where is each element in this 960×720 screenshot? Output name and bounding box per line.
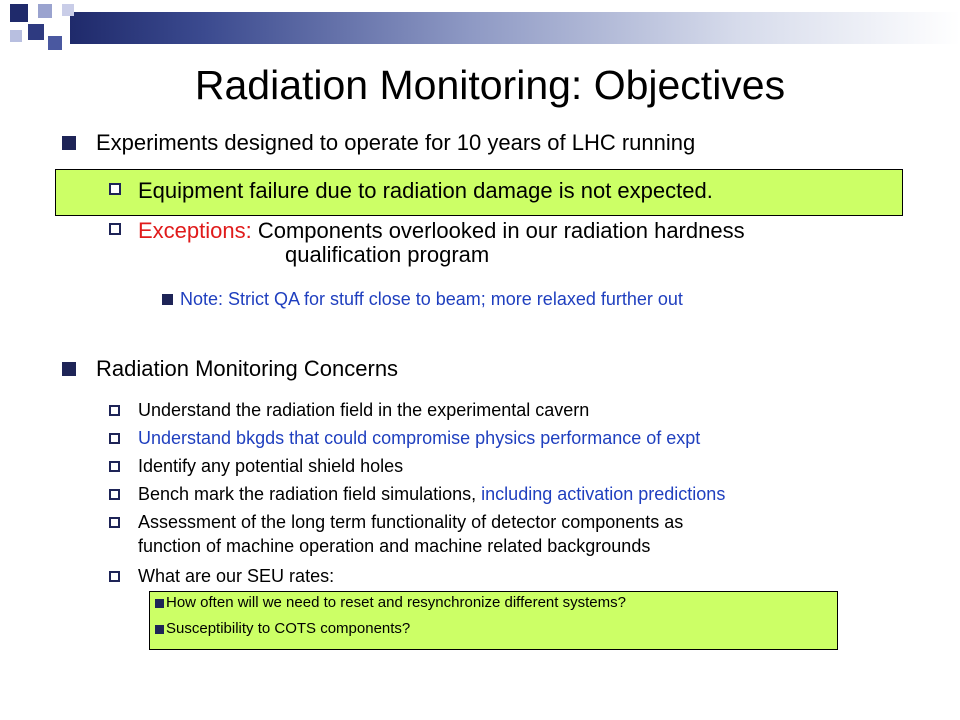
- sub-exceptions: [138, 218, 745, 244]
- logo-square-1: [10, 4, 28, 22]
- note-line: Note: Strict QA for stuff close to beam; more relaxed further out: [180, 289, 683, 309]
- bullet-square-icon: [62, 362, 76, 376]
- header-gradient-bar: [70, 12, 960, 44]
- concern-1: Understand the radiation field in the experimental cavern: [138, 400, 590, 420]
- bullet-square-icon: [155, 599, 164, 608]
- sub-equipment-failure: Equipment failure due to radiation damage is not expected.: [138, 178, 713, 203]
- concern-5-cont: function of machine operation and machine related backgrounds: [138, 536, 651, 556]
- seu-item-2: Susceptibility to COTS components?: [166, 620, 411, 637]
- concern-6: What are our SEU rates:: [138, 566, 335, 586]
- bullet-square-icon: [62, 136, 76, 150]
- bullet-concerns: Radiation Monitoring Concerns: [96, 356, 399, 381]
- concern-4-text: Bench mark the radiation field simulations,: [138, 484, 482, 504]
- hollow-square-icon: [109, 461, 120, 472]
- logo-square-3: [62, 4, 74, 16]
- concern-4: [138, 484, 725, 505]
- hollow-square-icon: [109, 517, 120, 528]
- hollow-square-icon: [109, 183, 121, 195]
- logo-square-2: [38, 4, 52, 18]
- bullet-experiments: Experiments designed to operate for 10 years of LHC running: [96, 130, 696, 155]
- logo-square-6: [48, 36, 62, 50]
- hollow-square-icon: [109, 405, 120, 416]
- logo-square-5: [10, 30, 22, 42]
- concern-4-activation: including activation predictions: [481, 484, 726, 504]
- sub-exceptions-cont: qualification program: [285, 242, 490, 267]
- concern-3: Identify any potential shield holes: [138, 456, 404, 476]
- hollow-square-icon: [109, 489, 120, 500]
- exceptions-label: Exceptions:: [138, 218, 252, 243]
- logo-square-4: [28, 24, 44, 40]
- hollow-square-icon: [109, 223, 121, 235]
- bullet-square-icon: [162, 294, 173, 305]
- concern-2: Understand bkgds that could compromise physics performance of expt: [138, 428, 701, 448]
- hollow-square-icon: [109, 571, 120, 582]
- exceptions-text: Components overlooked in our radiation hardness: [251, 218, 745, 243]
- bullet-square-icon: [155, 625, 164, 634]
- concern-5: Assessment of the long term functionality of detector components as: [138, 512, 684, 532]
- seu-item-1: How often will we need to reset and resynchronize different systems?: [166, 594, 626, 611]
- slide-title: Radiation Monitoring: Objectives: [194, 62, 786, 108]
- hollow-square-icon: [109, 433, 120, 444]
